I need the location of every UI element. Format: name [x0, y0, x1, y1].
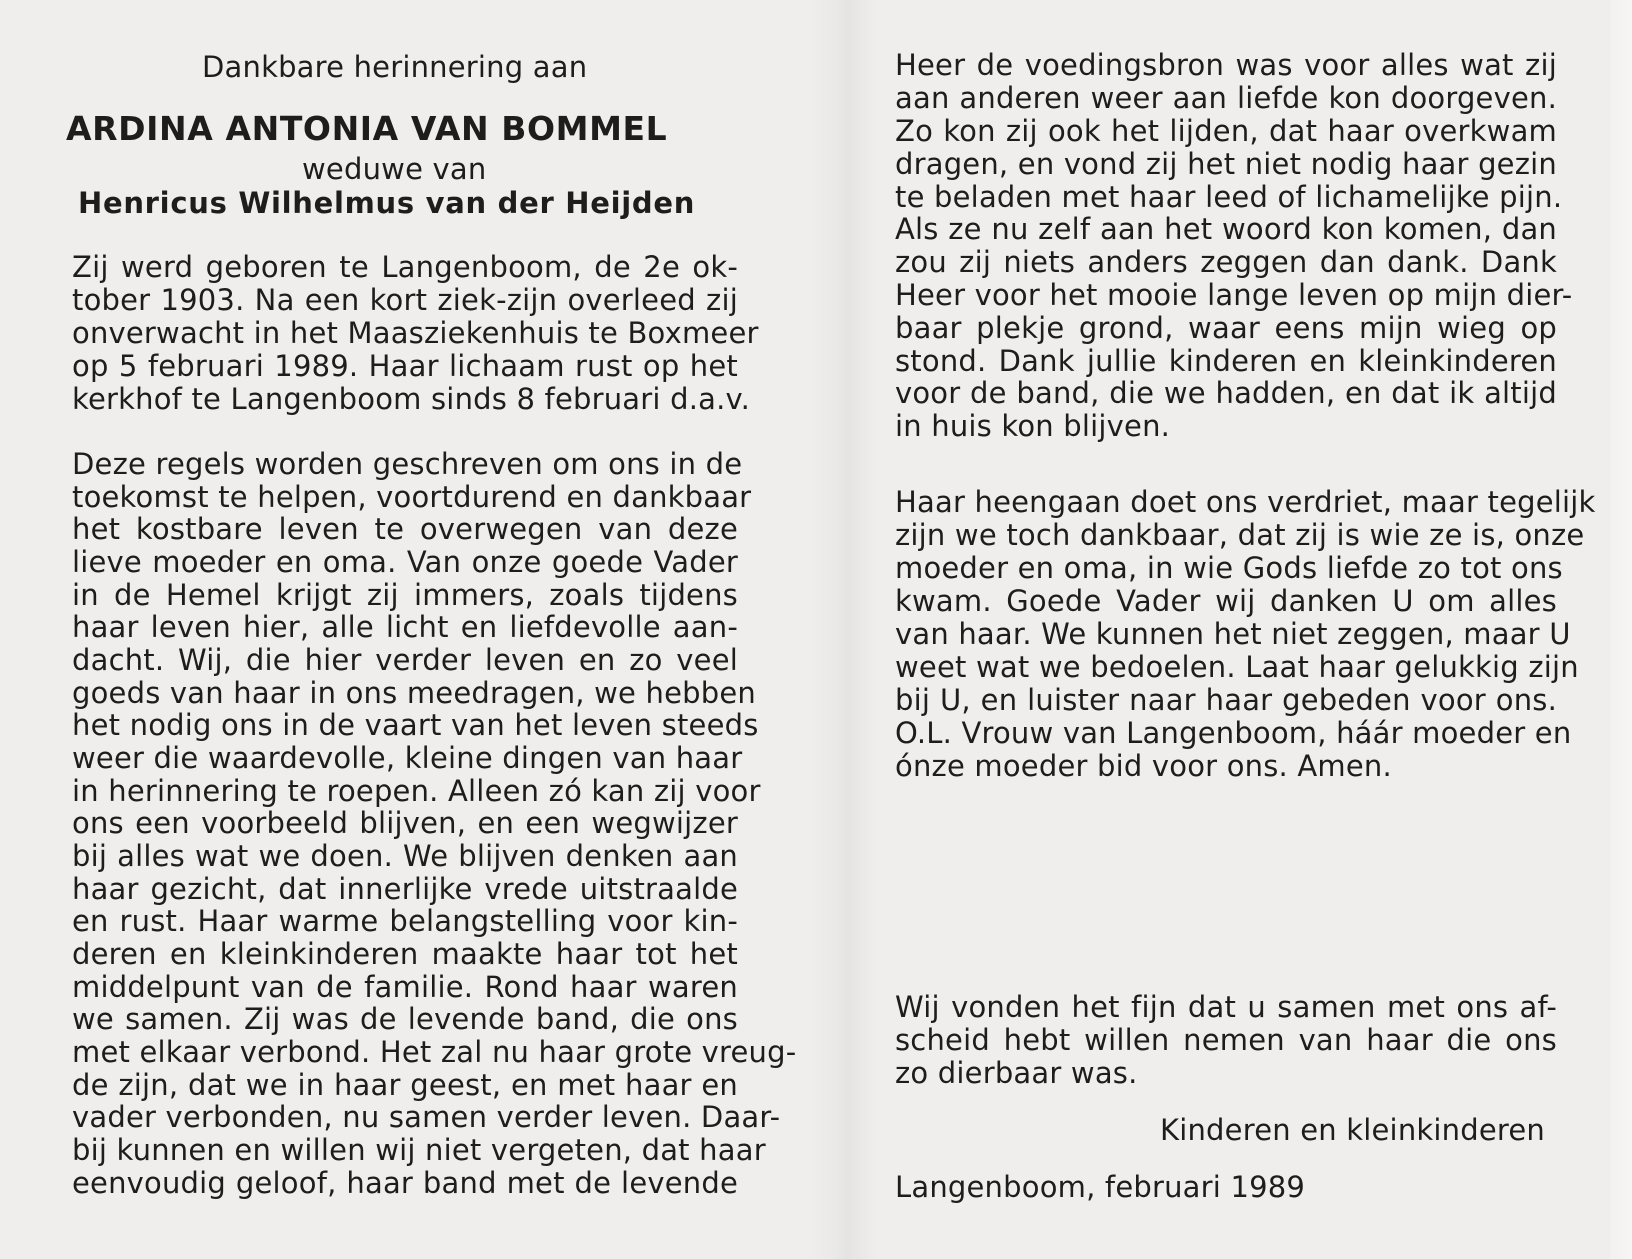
text-line: ónze moeder bid voor ons. Amen. [895, 749, 1392, 783]
text-line: in huis kon blijven. [895, 409, 1171, 443]
text-line: baar plekje grond, waar eens mijn wieg op [895, 311, 1557, 345]
text-line: bij alles wat we doen. We blijven denken aan [72, 839, 738, 873]
text-line: Zo kon zij ook het lijden, dat haar overkwam [895, 114, 1557, 148]
text-line: onverwacht in het Maasziekenhuis te Boxmeer [72, 316, 759, 350]
text-line: in de Hemel krijgt zij immers, zoals tijdens [72, 578, 738, 612]
text-line: en rust. Haar warme belangstelling voor kin- [72, 904, 738, 938]
text-line: zijn we toch dankbaar, dat zij is wie ze is, onze [895, 518, 1585, 552]
text-line: ons een voorbeeld blijven, en een wegwijzer [72, 806, 738, 840]
signature: Kinderen en kleinkinderen [1160, 1113, 1545, 1147]
text-line: dacht. Wij, die hier verder leven en zo veel [72, 643, 738, 677]
text-line: lieve moeder en oma. Van onze goede Vader [72, 545, 738, 579]
text-line: eenvoudig geloof, haar band met de levende [72, 1166, 738, 1200]
text-line: het nodig ons in de vaart van het leven steeds [72, 708, 759, 742]
text-line: voor de band, die we hadden, en dat ik altijd [895, 376, 1557, 410]
text-line: zo dierbaar was. [895, 1056, 1138, 1090]
intro-heading: Dankbare herinnering aan [202, 50, 588, 84]
text-line: weer die waardevolle, kleine dingen van haar [72, 741, 743, 775]
text-line: vader verbonden, nu samen verder leven. Daar- [72, 1100, 781, 1134]
text-line: de zijn, dat we in haar geest, en met haar en [72, 1068, 738, 1102]
text-line: in herinnering te roepen. Alleen zó kan zij voor [72, 774, 761, 808]
text-line: Heer voor het mooie lange leven op mijn dier- [895, 278, 1573, 312]
text-line: kerkhof te Langenboom sinds 8 februari d.a.v. [72, 382, 751, 416]
text-line: middelpunt van de familie. Rond haar waren [72, 970, 738, 1004]
text-line: kwam. Goede Vader wij danken U om alles [895, 584, 1557, 618]
place-date: Langenboom, februari 1989 [895, 1170, 1306, 1204]
deceased-name: ARDINA ANTONIA VAN BOMMEL [66, 109, 668, 148]
text-line: van haar. We kunnen het niet zeggen, maar U [895, 617, 1571, 651]
text-line: Zij werd geboren te Langenboom, de 2e ok- [72, 250, 738, 284]
text-line: met elkaar verbond. Het zal nu haar grote vreug- [72, 1035, 797, 1069]
text-line: Heer de voedingsbron was voor alles wat zij [895, 48, 1557, 82]
text-line: goeds van haar in ons meedragen, we hebben [72, 676, 756, 710]
text-line: scheid hebt willen nemen van haar die ons [895, 1023, 1557, 1057]
text-line: het kostbare leven te overwegen van deze [72, 512, 738, 546]
text-line: tober 1903. Na een kort ziek-zijn overleed zij [72, 283, 738, 317]
text-line: dragen, en vond zij het niet nodig haar gezin [895, 147, 1557, 181]
text-line: Deze regels worden geschreven om ons in de [72, 447, 743, 481]
text-line: zou zij niets anders zeggen dan dank. Dank [895, 245, 1557, 279]
text-line: Haar heengaan doet ons verdriet, maar tegelijk [895, 485, 1596, 519]
text-line: bij kunnen en willen wij niet vergeten, dat haar [72, 1133, 766, 1167]
text-line: moeder en oma, in wie Gods liefde zo tot ons [895, 551, 1563, 585]
text-line: te beladen met haar leed of lichamelijke pijn. [895, 180, 1563, 214]
text-line: weet wat we bedoelen. Laat haar gelukkig zijn [895, 650, 1579, 684]
text-line: we samen. Zij was de levende band, die ons [72, 1002, 738, 1036]
husband-name: Henricus Wilhelmus van der Heijden [78, 186, 696, 220]
text-line: stond. Dank jullie kinderen en kleinkinderen [895, 344, 1557, 378]
text-line: Wij vonden het fijn dat u samen met ons af- [895, 990, 1557, 1024]
text-line: aan anderen weer aan liefde kon doorgeven. [895, 81, 1557, 115]
text-line: toekomst te helpen, voortdurend en dankbaar [72, 480, 752, 514]
card-fold-shadow [808, 0, 878, 1259]
text-line: deren en kleinkinderen maakte haar tot het [72, 937, 738, 971]
text-line: bij U, en luister naar haar gebeden voor ons. [895, 683, 1557, 717]
text-line: haar leven hier, alle licht en liefdevolle aan- [72, 610, 738, 644]
text-line: op 5 februari 1989. Haar lichaam rust op het [72, 349, 738, 383]
card-edge [1610, 0, 1632, 1259]
widow-of-label: weduwe van [302, 152, 487, 186]
text-line: Als ze nu zelf aan het woord kon komen, dan [895, 212, 1557, 246]
text-line: O.L. Vrouw van Langenboom, háár moeder en [895, 716, 1572, 750]
text-line: haar gezicht, dat innerlijke vrede uitstraalde [72, 872, 738, 906]
